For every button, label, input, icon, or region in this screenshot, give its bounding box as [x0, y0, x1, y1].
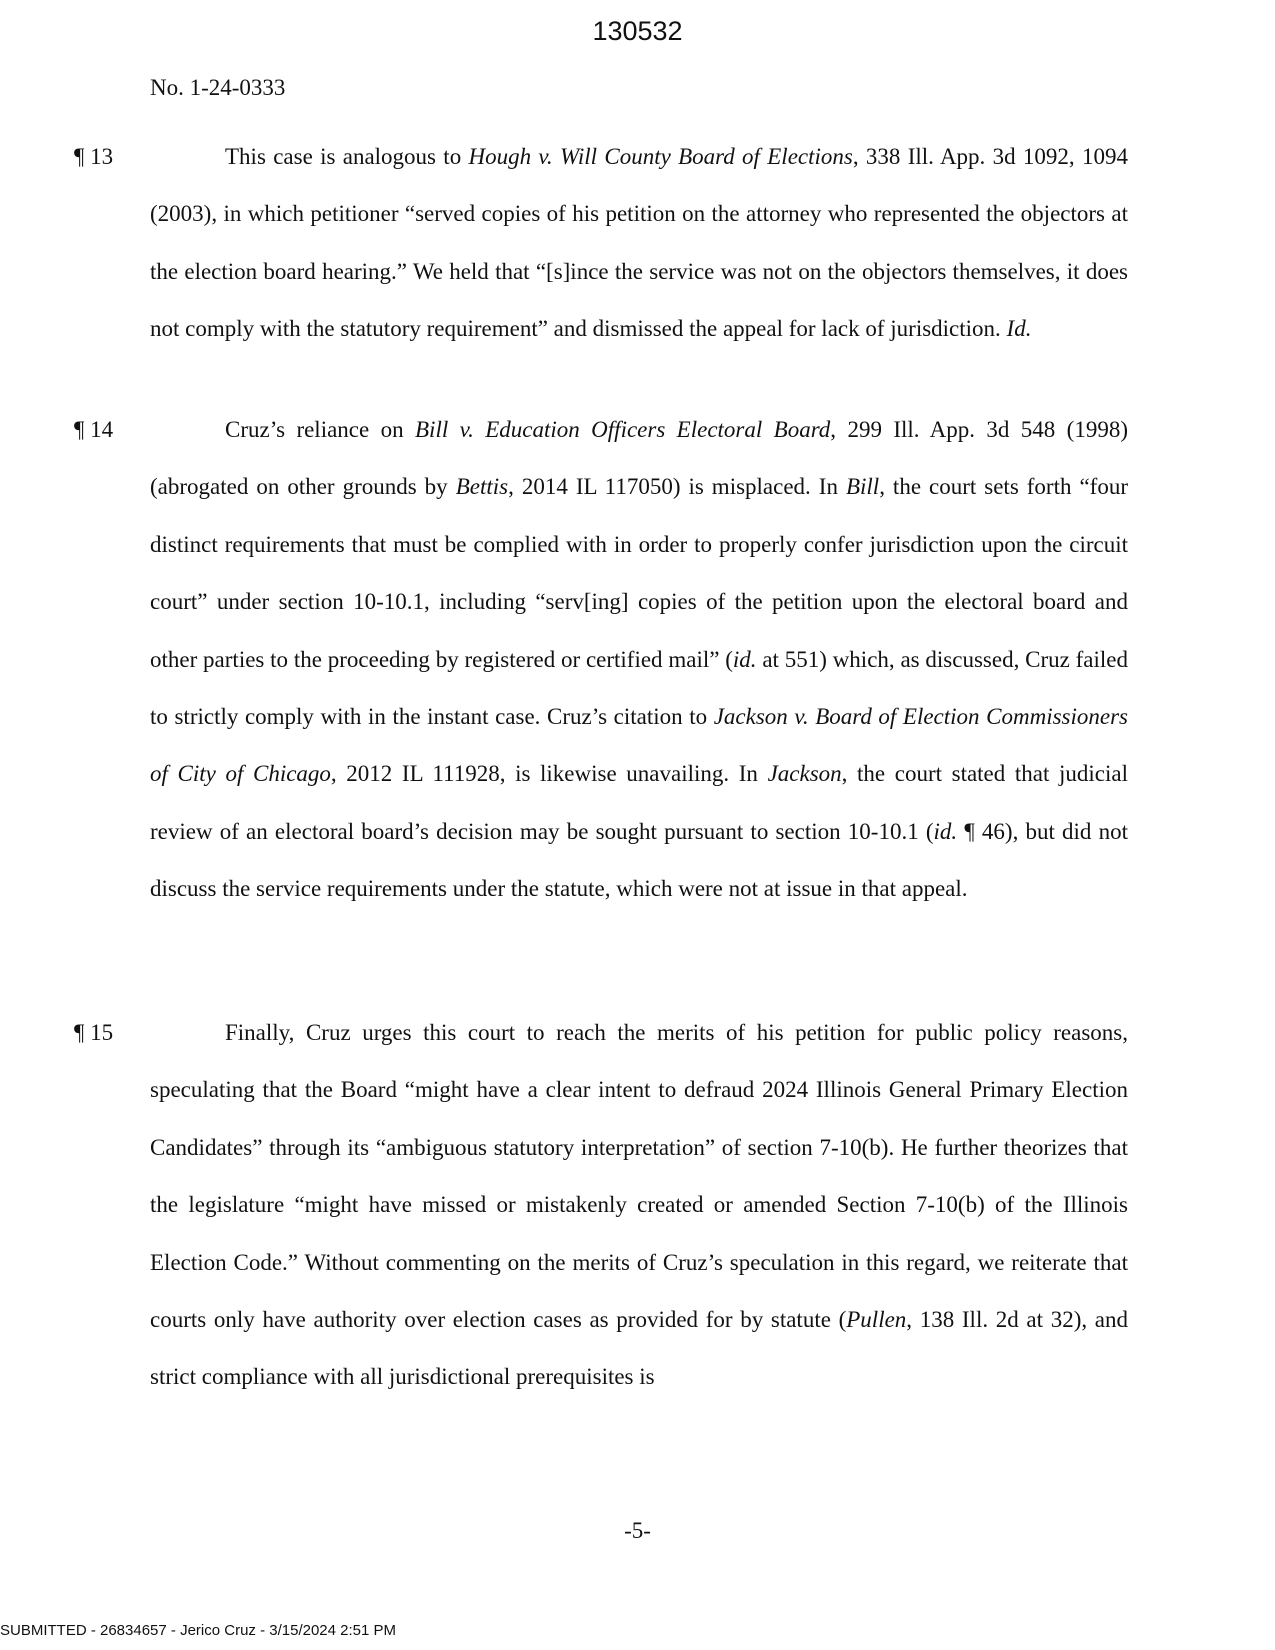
- submission-footer: SUBMITTED - 26834657 - Jerico Cruz - 3/15/2024 2:51 PM: [0, 1622, 397, 1639]
- italic-citation: Pullen: [846, 1307, 907, 1333]
- italic-citation: Bettis: [455, 474, 509, 500]
- text-run: Cruz’s reliance on: [225, 417, 415, 442]
- text-run: , 2014 IL 117050) is misplaced. In: [508, 474, 846, 500]
- italic-citation: id.: [933, 818, 958, 844]
- document-header-number: 130532: [592, 16, 683, 46]
- page-number: -5-: [624, 1518, 651, 1543]
- paragraph-mark: ¶ 14: [74, 417, 114, 442]
- text-run: , 299 Ill. App. 3d 548 (1998) (abrogated on other grounds by: [150, 417, 1128, 500]
- italic-citation: Bill v. Education Officers Electoral Board: [415, 417, 831, 442]
- italic-citation: Id.: [1006, 316, 1032, 342]
- italic-citation: Hough v. Will County Board of Elections: [468, 144, 853, 169]
- paragraph-text: [150, 401, 1128, 918]
- text-run: , 138 Ill. 2d at 32), and strict compliance with all jurisdictional prerequisites is: [150, 1307, 1128, 1390]
- text-run: ¶ 46), but did not discuss the service requirements under the statute, which were not at issue in that appeal.: [150, 818, 1128, 902]
- paragraph-14: [74, 401, 1129, 918]
- paragraph-15: [74, 1004, 1128, 1406]
- text-run: , 338 Ill. App. 3d 1092, 1094 (2003), in which petitioner “served copies of his petition on the attorney who represented the objectors at the election board hearing.” We held that “[s]ince the service was not on the objectors themselves, it does not comply with the statutory requirement” and dismissed the appeal for lack of jurisdiction.: [150, 144, 1128, 342]
- paragraph-text: [150, 128, 1128, 358]
- paragraph-mark: ¶ 13: [74, 144, 114, 169]
- paragraph-13: [74, 128, 1128, 358]
- paragraph-mark: ¶ 15: [74, 1020, 114, 1045]
- text-run: , 2012 IL 111928, is likewise unavailing. In: [330, 761, 768, 787]
- docket-number: No. 1-24-0333: [150, 75, 286, 100]
- text-run: , the court sets forth “four distinct requirements that must be complied with in order to properly confer jurisdiction upon the circuit court” under section 10-10.1, including “serv[ing] copies of the petition upon the electoral board and other parties to the proceeding by registered or certified mail” (: [150, 474, 1129, 672]
- italic-citation: id.: [732, 646, 757, 672]
- italic-citation: Jackson: [767, 761, 842, 787]
- paragraph-text: [150, 1004, 1128, 1406]
- italic-citation: Jackson v. Board of Election Commissioners of City of Chicago: [150, 704, 1128, 787]
- text-run: This case is analogous to: [225, 144, 469, 169]
- text-run: , the court stated that judicial review of an electoral board’s decision may be sought pursuant to section 10-10.1 (: [150, 761, 1128, 844]
- text-run: at 551) which, as discussed, Cruz failed to strictly comply with in the instant case. Cruz’s citation to: [150, 646, 1128, 730]
- text-run: Finally, Cruz urges this court to reach the merits of his petition for public policy reasons, speculating that the Board “might have a clear intent to defraud 2024 Illinois General Primary Election Candidates” through its “ambiguous statutory interpretation” of section 7-10(b). He further theorizes that the legislature “might have missed or mistakenly created or amended Section 7-10(b) of the Illinois Election Code.” Without commenting on the merits of Cruz’s speculation in this regard, we reiterate that courts only have authority over election cases as provided for by statute (: [150, 1020, 1128, 1333]
- italic-citation: Bill: [845, 474, 880, 500]
